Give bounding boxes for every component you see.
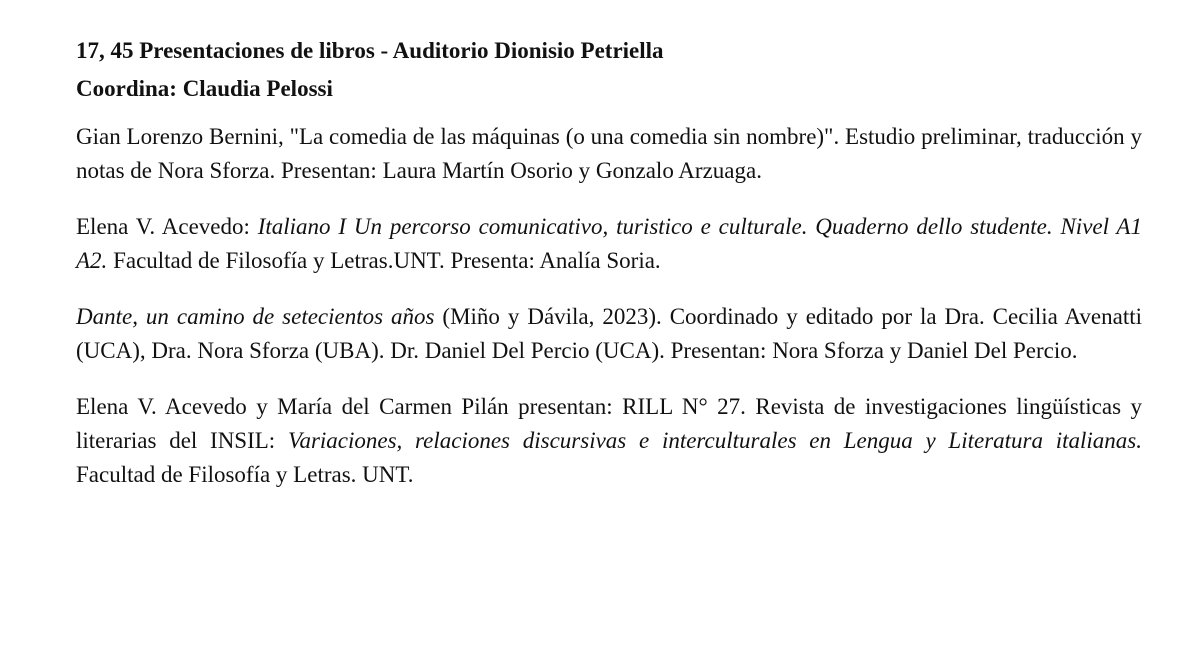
entry-author: Elena V. Acevedo y María del Carmen Pilán presentan: RILL N° 27. Revista de investigaciones lingüísticas y literarias del INSIL: xyxy=(76,394,1142,453)
book-entry-2 xyxy=(76,210,1142,278)
document-page xyxy=(76,34,1142,492)
coordinator-line: Coordina: Claudia Pelossi xyxy=(76,76,333,101)
entry-book-title: Italiano I Un percorso comunicativo, turistico e culturale. Quaderno dello studente. Nivel A1 A2. xyxy=(76,214,1142,273)
entry-book-title: Dante, un camino de setecientos años xyxy=(76,304,435,329)
entry-details: Facultad de Filosofía y Letras. UNT. xyxy=(76,462,414,487)
book-entry-4 xyxy=(76,390,1142,492)
entry-details: Facultad de Filosofía y Letras.UNT. Presenta: Analía Soria. xyxy=(107,248,661,273)
section-title: 17, 45 Presentaciones de libros - Auditorio Dionisio Petriella xyxy=(76,38,664,63)
entry-book-title: Variaciones, relaciones discursivas e interculturales en Lengua y Literatura italianas. xyxy=(287,428,1142,453)
entry-text: Gian Lorenzo Bernini, "La comedia de las máquinas (o una comedia sin nombre)". Estudio preliminar, traducción y notas de Nora Sforza. Presentan: Laura Martín Osorio y Gonzalo Arzuaga. xyxy=(76,124,1142,183)
book-entry-3 xyxy=(76,300,1142,368)
book-entry-1 xyxy=(76,120,1142,188)
entry-author: Elena V. Acevedo: xyxy=(76,214,258,239)
entry-details: (Miño y Dávila, 2023). Coordinado y editado por la Dra. Cecilia Avenatti (UCA), Dra. Nora Sforza (UBA). Dr. Daniel Del Percio (UCA). Presentan: Nora Sforza y Daniel Del Percio. xyxy=(76,304,1142,363)
